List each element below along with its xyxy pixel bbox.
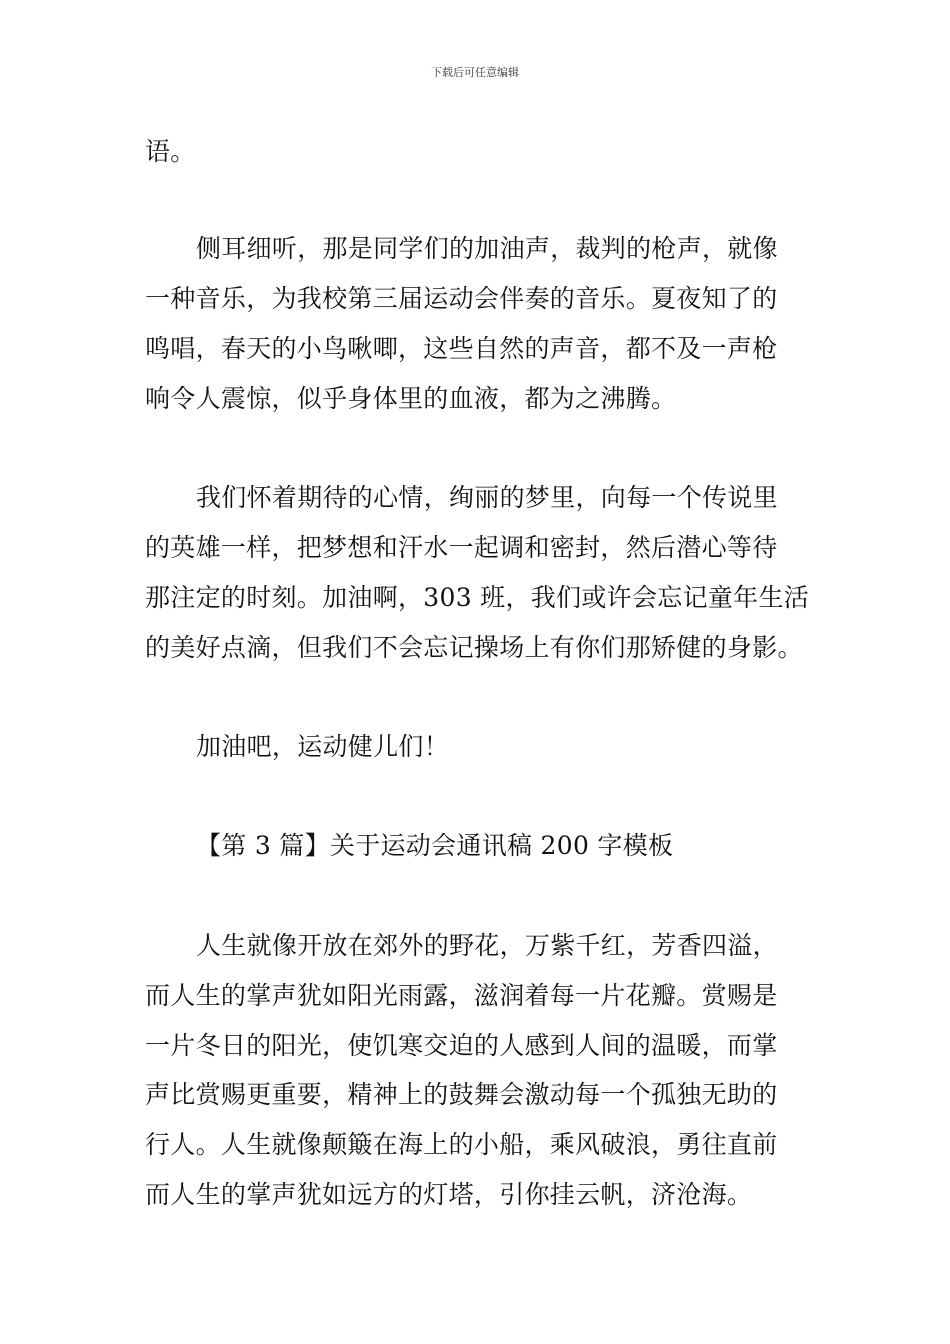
paragraph-line: 语。: [145, 137, 196, 166]
paragraph-line: 而人生的掌声犹如阳光雨露，滋润着每一片花瓣。赏赐是: [145, 981, 778, 1010]
paragraph-line: 我们怀着期待的心情，绚丽的梦里，向每一个传说里: [196, 483, 778, 512]
page-header-note: 下载后可任意编辑: [431, 66, 519, 79]
paragraph-line: 人生就像开放在郊外的野花，万紫千红，芳香四溢，: [196, 931, 778, 960]
paragraph-line: 声比赏赐更重要，精神上的鼓舞会激动每一个孤独无助的: [145, 1080, 778, 1109]
paragraph-line: 侧耳细听，那是同学们的加油声，裁判的枪声，就像: [196, 234, 778, 263]
paragraph-line: 行人。人生就像颠簸在海上的小船，乘风破浪，勇往直前: [145, 1130, 778, 1159]
paragraph-line: 一片冬日的阳光，使饥寒交迫的人感到人间的温暖，而掌: [145, 1031, 778, 1060]
section-heading: 【第 3 篇】关于运动会通讯稿 200 字模板: [196, 831, 674, 860]
paragraph-line: 鸣唱，春天的小鸟啾唧，这些自然的声音，都不及一声枪: [145, 334, 778, 363]
paragraph-line: 而人生的掌声犹如远方的灯塔，引你挂云帆，济沧海。: [145, 1180, 753, 1209]
paragraph-line: 那注定的时刻。加油啊，303 班，我们或许会忘记童年生活: [145, 583, 810, 612]
paragraph-line: 加油吧，运动健儿们！: [196, 732, 450, 761]
paragraph-line: 响令人震惊，似乎身体里的血液，都为之沸腾。: [145, 384, 677, 413]
paragraph-line: 的美好点滴，但我们不会忘记操场上有你们那矫健的身影。: [145, 633, 803, 662]
paragraph-line: 的英雄一样，把梦想和汗水一起调和密封，然后潜心等待: [145, 533, 778, 562]
paragraph-line: 一种音乐，为我校第三届运动会伴奏的音乐。夏夜知了的: [145, 284, 778, 313]
